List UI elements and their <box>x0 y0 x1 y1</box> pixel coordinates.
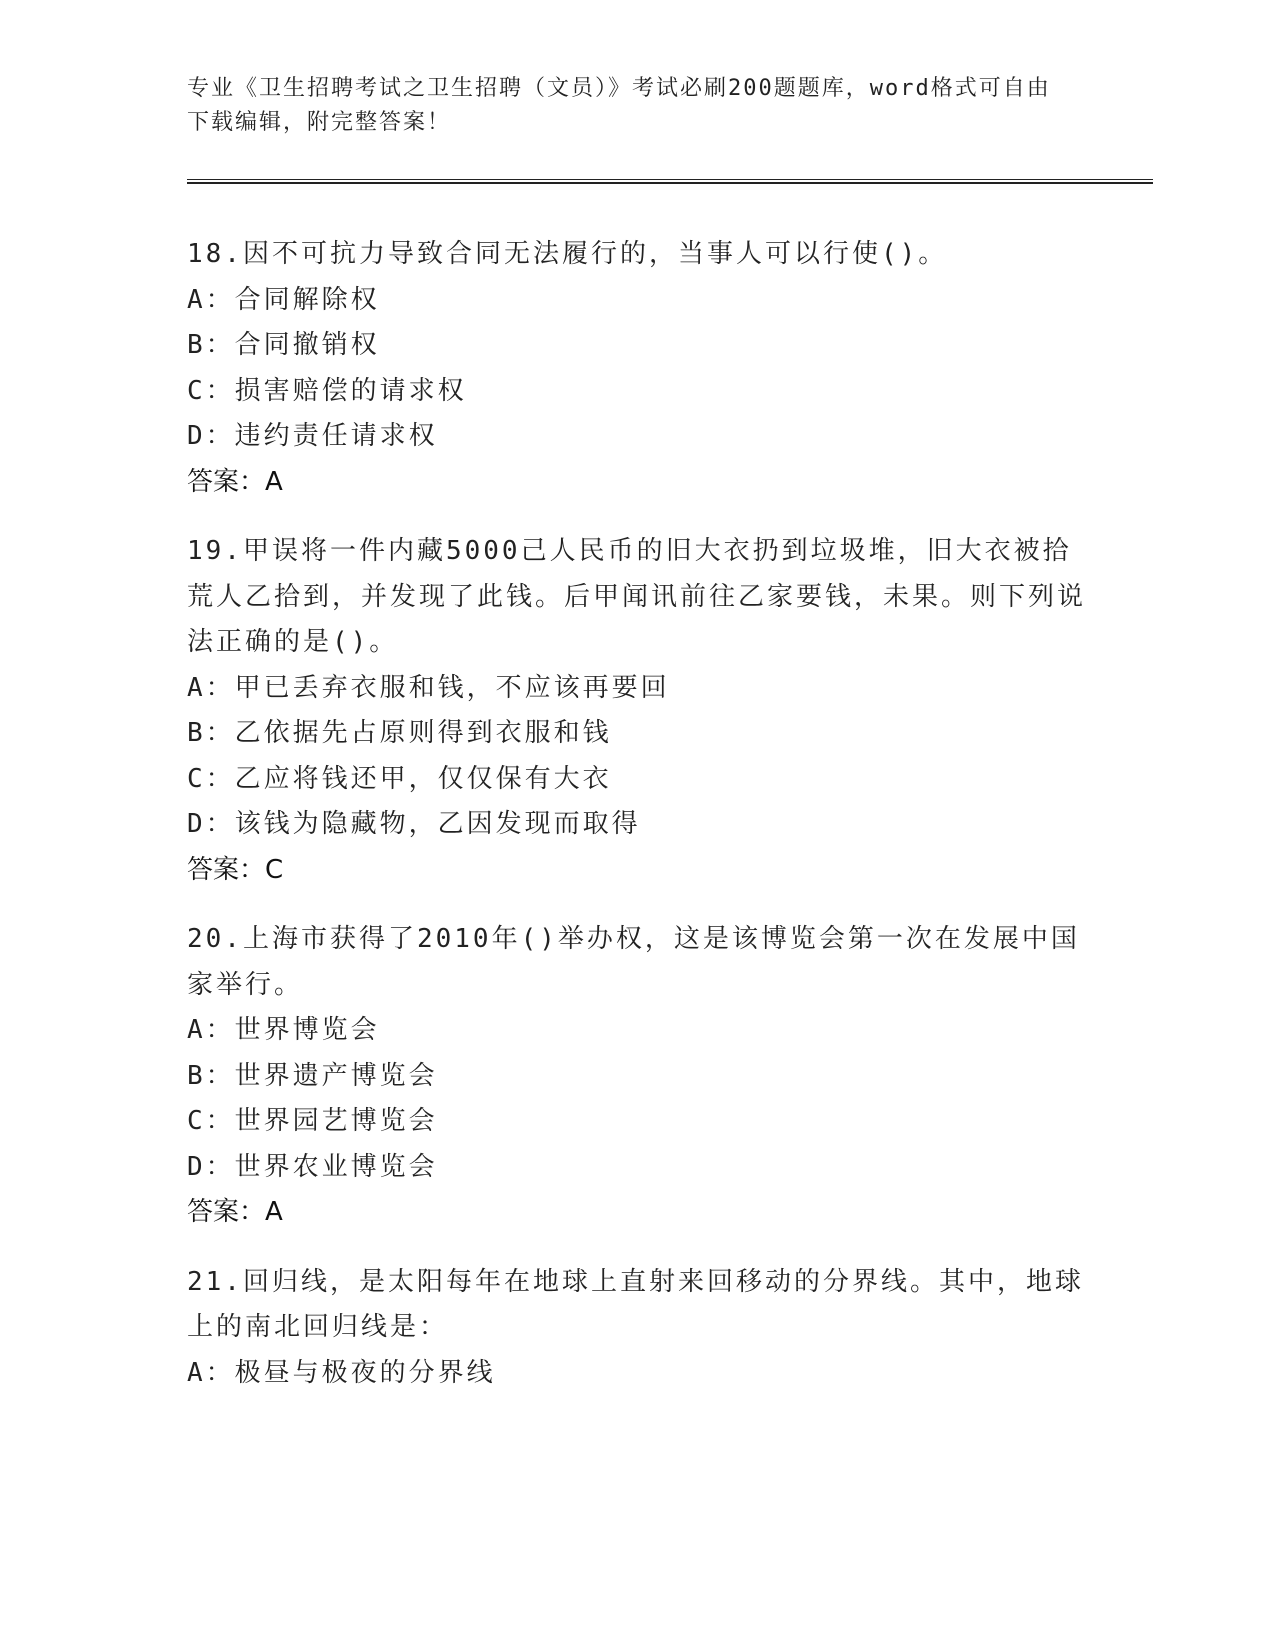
option-b: B：乙依据先占原则得到衣服和钱 <box>187 718 612 748</box>
question-18 <box>187 232 1087 505</box>
page-header: 专业《卫生招聘考试之卫生招聘（文员）》考试必刷200题题库，word格式可自由下载编辑，附完整答案！ <box>187 76 1051 135</box>
question-list <box>187 232 1087 1420</box>
option-b: B：合同撤销权 <box>187 330 380 360</box>
option-d: D：世界农业博览会 <box>187 1151 438 1182</box>
option-d: D：违约责任请求权 <box>187 421 438 451</box>
answer: 答案：C <box>187 854 284 885</box>
question-stem: 19.甲误将一件内藏5000己人民币的旧大衣扔到垃圾堆，旧大衣被拾荒人乙拾到，并发现了此钱。后甲闻讯前往乙家要钱，未果。则下列说法正确的是()。 <box>187 536 1087 657</box>
option-c: C：损害赔偿的请求权 <box>187 375 467 406</box>
option-a: A：世界博览会 <box>187 1015 380 1045</box>
option-a: A：甲已丢弃衣服和钱，不应该再要回 <box>187 672 670 703</box>
question-stem: 20.上海市获得了2010年()举办权，这是该博览会第一次在发展中国家举行。 <box>187 924 1080 1000</box>
answer: 答案：A <box>187 466 283 497</box>
question-20 <box>187 917 1087 1236</box>
question-21 <box>187 1260 1087 1397</box>
question-19 <box>187 529 1087 893</box>
option-a: A：合同解除权 <box>187 284 380 315</box>
option-d: D：该钱为隐藏物，乙因发现而取得 <box>187 809 641 839</box>
header-divider <box>187 179 1153 180</box>
question-stem: 18.因不可抗力导致合同无法履行的，当事人可以行使()。 <box>187 239 948 269</box>
option-a: A：极昼与极夜的分界线 <box>187 1357 496 1388</box>
option-c: C：世界园艺博览会 <box>187 1106 438 1136</box>
question-stem: 21.回归线，是太阳每年在地球上直射来回移动的分界线。其中，地球上的南北回归线是： <box>187 1266 1084 1342</box>
option-c: C：乙应将钱还甲，仅仅保有大衣 <box>187 763 612 794</box>
option-b: B：世界遗产博览会 <box>187 1060 438 1091</box>
header-divider-thick <box>187 182 1153 184</box>
answer: 答案：A <box>187 1197 283 1227</box>
